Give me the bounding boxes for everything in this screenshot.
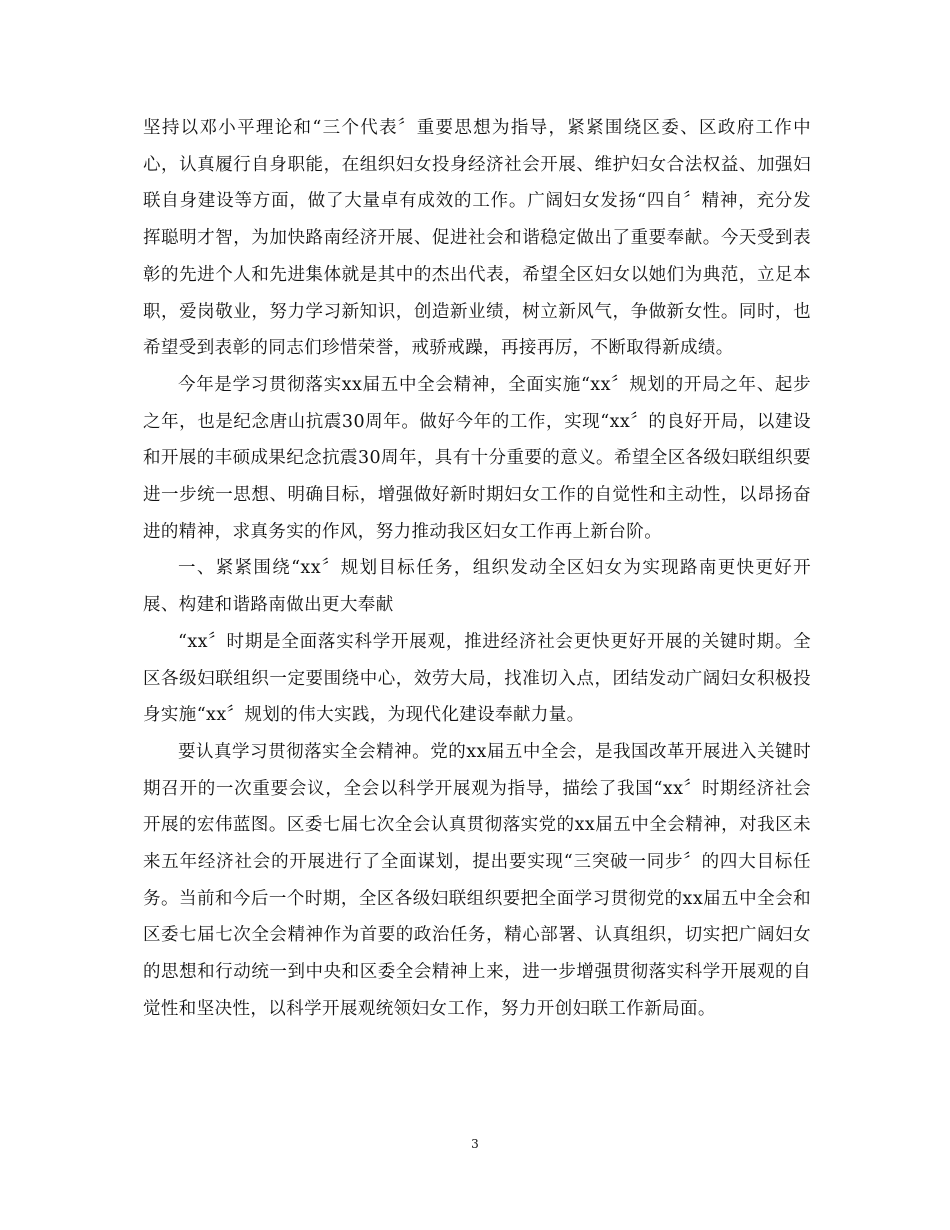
- paragraph-4: 要认真学习贯彻落实全会精神。党的xx届五中全会，是我国改革开展进入关键时期召开的一次重要会议，全会以科学开展观为指导，描绘了我国“xx〞时期经济社会开展的宏伟蓝图。区委七届七次全会认真贯彻落实党的xx届五中全会精神，对我区未来五年经济社会的开展进行了全面谋划，提出要实现“三突破一同步〞的四大目标任务。当前和今后一个时期，全区各级妇联组织要把全面学习贯彻党的xx届五中全会和区委七届七次全会精神作为首要的政治任务，精心部署、认真组织，切实把广阔妇女的思想和行动统一到中央和区委全会精神上来，进一步增强贯彻落实科学开展观的自觉性和坚决性，以科学开展观统领妇女工作，努力开创妇联工作新局面。: [143, 741, 811, 1019]
- page-number: 3: [471, 1137, 479, 1151]
- paragraph-3: “xx〞时期是全面落实科学开展观，推进经济社会更快更好开展的关键时期。全区各级妇联组织一定要围绕中心，效劳大局，找准切入点，团结发动广阔妇女积极投身实施“xx〞规划的伟大实践，为现代化建设奉献力量。: [143, 631, 811, 726]
- paragraph-1: 坚持以邓小平理论和“三个代表〞重要思想为指导，紧紧围绕区委、区政府工作中心，认真履行自身职能，在组织妇女投身经济社会开展、维护妇女合法权益、加强妇联自身建设等方面，做了大量卓有成效的工作。广阔妇女发扬“四自〞精神，充分发挥聪明才智，为加快路南经济开展、促进社会和谐稳定做出了重要奉献。今天受到表彰的先进个人和先进集体就是其中的杰出代表，希望全区妇女以她们为典范，立足本职，爱岗敬业，努力学习新知识，创造新业绩，树立新风气，争做新女性。同时，也希望受到表彰的同志们珍惜荣誉，戒骄戒躁，再接再厉，不断取得新成绩。: [143, 118, 811, 359]
- document-body: [143, 110, 811, 1028]
- paragraph-2: 今年是学习贯彻落实xx届五中全会精神，全面实施“xx〞规划的开局之年、起步之年，也是纪念唐山抗震30周年。做好今年的工作，实现“xx〞的良好开局，以建设和开展的丰硕成果纪念抗震30周年，具有十分重要的意义。希望全区各级妇联组织要进一步统一思想、明确目标，增强做好新时期妇女工作的自觉性和主动性，以昂扬奋进的精神，求真务实的作风，努力推动我区妇女工作再上新台阶。: [143, 374, 811, 542]
- section-heading-1: 一、紧紧围绕“xx〞规划目标任务，组织发动全区妇女为实现路南更快更好开展、构建和谐路南做出更大奉献: [143, 558, 811, 616]
